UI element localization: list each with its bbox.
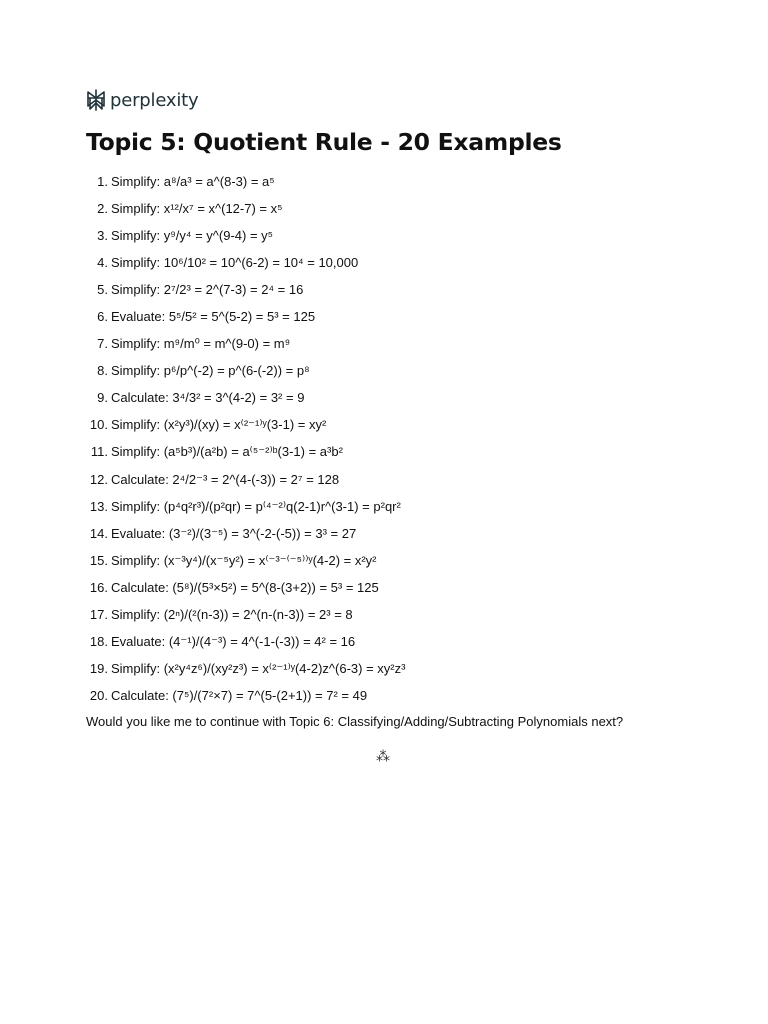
asterism-ornament: ⁂ [376,749,390,765]
example-text: Simplify: (a⁵b³)/(a²b) = a⁽⁵⁻²⁾ᵇ(3-1) = a³b² [111,444,343,460]
brand-logo [86,89,198,111]
example-number: 6. [97,309,108,325]
example-text: Simplify: (x²y³)/(xy) = x⁽²⁻¹⁾ʸ(3-1) = xy² [111,417,327,433]
page-title: Topic 5: Quotient Rule - 20 Examples [86,128,562,156]
example-number: 18. [89,633,108,649]
example-number: 1. [97,174,108,189]
example-item [86,222,405,249]
perplexity-logo-icon [86,89,106,111]
example-item [86,276,405,303]
example-item [86,547,405,574]
example-number: 14. [89,525,108,541]
example-text: Simplify: p⁶/p^(-2) = p^(6-(-2)) = p⁸ [111,363,310,379]
example-item [86,438,405,465]
example-item [86,655,405,682]
example-number: 7. [97,336,108,352]
brand-name: perplexity [110,89,199,111]
example-item [86,303,405,330]
example-number: 4. [97,255,108,271]
example-text: Simplify: (p⁴q²r³)/(p²qr) = p⁽⁴⁻²⁾q(2-1)r^(3-1) = p²qr² [111,498,401,514]
example-item [86,493,405,520]
example-text: Simplify: (x²y⁴z⁶)/(xy²z³) = x⁽²⁻¹⁾ʸ(4-2)z^(6-3) = xy²z³ [111,660,406,676]
example-text: Evaluate: (3⁻²)/(3⁻⁵) = 3^(-2-(-5)) = 3³ = 27 [111,525,357,541]
example-text: Simplify: (2ⁿ)/(²(n-3)) = 2^(n-(n-3)) = 2³ = 8 [111,606,353,622]
example-item [86,466,405,493]
example-item [86,601,405,628]
example-item [86,195,405,222]
example-number: 5. [97,282,108,298]
example-item [86,411,405,438]
example-text: Simplify: x¹²/x⁷ = x^(12-7) = x⁵ [111,201,283,217]
example-text: Simplify: 2⁷/2³ = 2^(7-3) = 2⁴ = 16 [111,282,304,298]
example-text: Calculate: 2⁴/2⁻³ = 2^(4-(-3)) = 2⁷ = 128 [111,471,340,487]
example-number: 17. [89,606,108,622]
examples-list [86,168,405,709]
example-number: 3. [97,228,108,244]
example-item [86,574,405,601]
example-item [86,628,405,655]
example-text: Simplify: y⁹/y⁴ = y^(9-4) = y⁵ [111,228,274,244]
example-item [86,357,405,384]
example-text: Calculate: (7⁵)/(7²×7) = 7^(5-(2+1)) = 7² = 49 [111,687,368,703]
example-text: Simplify: (x⁻³y⁴)/(x⁻⁵y²) = x⁽⁻³⁻⁽⁻⁵⁾⁾ʸ(4-2) = x²y² [111,552,377,568]
example-number: 8. [97,363,108,379]
example-number: 15. [89,552,108,568]
example-number: 12. [89,471,108,487]
example-number: 11. [90,444,108,460]
example-number: 13. [89,498,108,514]
example-number: 20. [89,687,108,703]
closing-question: Would you like me to continue with Topic 6: Classifying/Adding/Subtracting Polynomials next? [86,714,624,729]
example-text: Simplify: 10⁶/10² = 10^(6-2) = 10⁴ = 10,000 [111,255,359,271]
example-number: 2. [97,201,108,217]
example-number: 19. [89,660,108,676]
example-item [86,682,405,709]
example-text: Evaluate: 5⁵/5² = 5^(5-2) = 5³ = 125 [111,309,316,325]
example-text: Simplify: m⁹/m⁰ = m^(9-0) = m⁹ [111,336,291,352]
example-text: Evaluate: (4⁻¹)/(4⁻³) = 4^(-1-(-3)) = 4² = 16 [111,633,356,649]
example-text: Calculate: (5⁸)/(5³×5²) = 5^(8-(3+2)) = 5³ = 125 [111,579,379,595]
example-item [86,520,405,547]
example-item [86,168,405,195]
example-text: Calculate: 3⁴/3² = 3^(4-2) = 3² = 9 [111,390,305,406]
example-item [86,330,405,357]
example-number: 16. [89,579,108,595]
example-item [86,384,405,411]
example-item [86,249,405,276]
example-number: 10. [89,417,108,433]
example-number: 9. [97,390,108,406]
example-text: Simplify: a⁸/a³ = a^(8-3) = a⁵ [111,174,275,189]
